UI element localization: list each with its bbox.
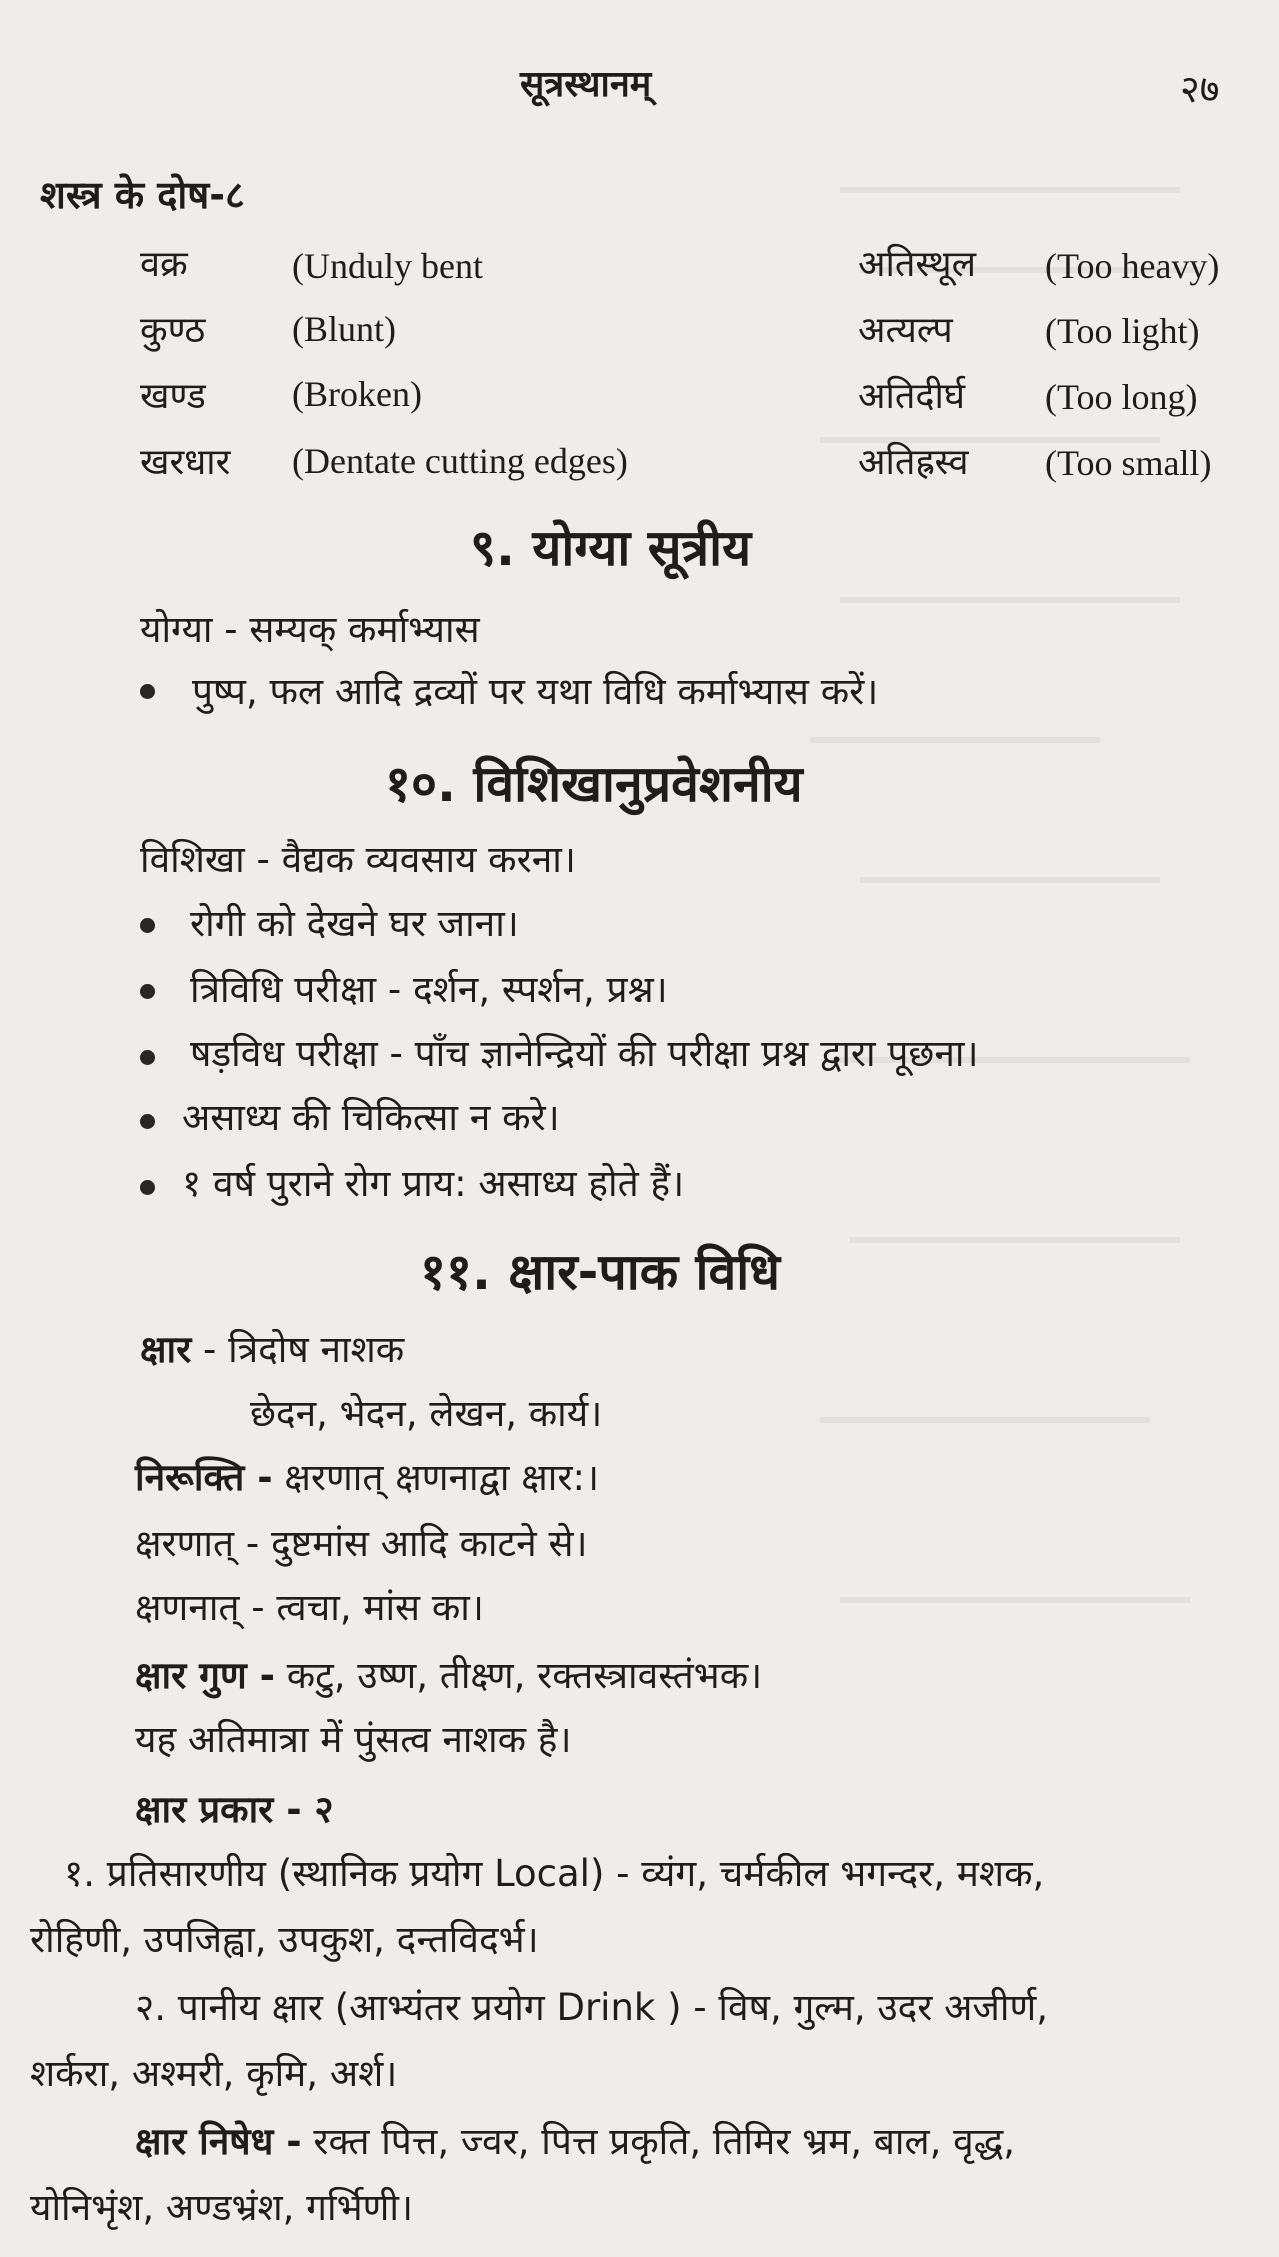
defect-term: वक्र [140, 244, 188, 285]
section-10-definition: विशिखा - वैद्यक व्यवसाय करना। [140, 838, 576, 881]
bullet-dot [140, 1114, 155, 1129]
prakar-1-line-1: १. प्रतिसारणीय (स्थानिक प्रयोग Local) - व्यंग, चर्मकील भगन्दर, मशक, [64, 1852, 1045, 1895]
bullet-text: रोगी को देखने घर जाना। [190, 902, 519, 945]
defect-gloss: (Blunt) [292, 309, 396, 349]
kshananat-line: क्षणनात् - त्वचा, मांस का। [135, 1586, 484, 1629]
guna-label: क्षार गुण - [135, 1654, 275, 1697]
bullet-text: त्रिविधि परीक्षा - दर्शन, स्पर्शन, प्रश्न। [190, 968, 668, 1011]
bullet-dot [140, 984, 155, 999]
defect-gloss: (Broken) [292, 374, 422, 414]
kshara-line [140, 1322, 404, 1373]
nishedh-line-2: योनिभृंश, अण्डभ्रंश, गर्भिणी। [30, 2186, 413, 2229]
prakar-heading: क्षार प्रकार - २ [135, 1788, 334, 1831]
defect-term: कुण्ठ [140, 310, 206, 351]
ksharanat-line: क्षरणात् - दुष्टमांस आदि काटने से। [135, 1522, 588, 1565]
section-9-definition: योग्या - सम्यक् कर्माभ्यास [140, 608, 480, 651]
defect-gloss-2: (Too long) [1045, 377, 1198, 417]
page-number: २७ [1180, 67, 1220, 111]
bullet-dot [140, 918, 155, 933]
section-10-title: १०. विशिखानुप्रवेशनीय [385, 755, 803, 813]
nirukti-label: निरूक्ति - [135, 1456, 273, 1499]
defect-term-2: अतिस्थूल [858, 244, 977, 285]
section-9-title: ९. योग्या सूत्रीय [470, 519, 752, 577]
defect-term: खरधार [140, 442, 231, 483]
bullet-dot [140, 1050, 155, 1065]
running-header-title: सूत्रस्थानम् [520, 64, 652, 105]
prakar-1-line-2: रोहिणी, उपजिह्वा, उपकुश, दन्तविदर्भ। [30, 1918, 539, 1961]
bullet-dot [140, 1180, 155, 1195]
prakar-2-line-2: शर्करा, अश्मरी, कृमि, अर्श। [30, 2052, 398, 2095]
bullet-text: असाध्य की चिकित्सा न करे। [182, 1096, 560, 1139]
warning-line: यह अतिमात्रा में पुंसत्व नाशक है। [135, 1718, 572, 1761]
nirukti-text: क्षरणात् क्षणनाद्वा क्षार:। [272, 1456, 599, 1499]
defects-heading: शस्त्र के दोष-८ [40, 173, 245, 217]
guna-line [135, 1648, 762, 1699]
nirukti-line [135, 1450, 599, 1501]
defect-gloss-2: (Too small) [1045, 443, 1212, 483]
kshara-label: क्षार [140, 1328, 192, 1371]
prakar-2-line-1: २. पानीय क्षार (आभ्यंतर प्रयोग Drink ) - विष, गुल्म, उदर अजीर्ण, [135, 1986, 1048, 2029]
nishedh-line-1 [135, 2114, 1015, 2165]
bullet-dot [140, 684, 155, 699]
guna-text: कटु, उष्ण, तीक्ष्ण, रक्तस्त्रावस्तंभक। [274, 1654, 763, 1697]
defect-gloss-2: (Too light) [1045, 311, 1200, 351]
kshara-actions: छेदन, भेदन, लेखन, कार्य। [250, 1392, 603, 1435]
defect-gloss: (Dentate cutting edges) [292, 441, 628, 481]
defect-gloss: (Unduly bent [292, 246, 483, 286]
section-11-title: ११. क्षार-पाक विधि [420, 1243, 781, 1301]
nishedh-text: रक्त पित्त, ज्वर, पित्त प्रकृति, तिमिर भ्रम, बाल, वृद्ध, [301, 2120, 1016, 2163]
bullet-text: पुष्प, फल आदि द्रव्यों पर यथा विधि कर्माभ्यास करें। [192, 670, 879, 713]
defect-term: खण्ड [140, 376, 206, 417]
defect-term-2: अतिह्रस्व [858, 442, 969, 483]
bullet-text: षड़विध परीक्षा - पाँच ज्ञानेन्द्रियों की परीक्षा प्रश्न द्वारा पूछना। [190, 1032, 979, 1075]
defect-term-2: अतिदीर्घ [858, 376, 966, 417]
nishedh-label: क्षार निषेध - [135, 2120, 302, 2163]
bullet-text: १ वर्ष पुराने रोग प्राय: असाध्य होते हैं। [182, 1162, 685, 1205]
kshara-text: - त्रिदोष नाशक [191, 1328, 405, 1371]
defect-term-2: अत्यल्प [858, 310, 953, 351]
defect-gloss-2: (Too heavy) [1045, 246, 1220, 286]
